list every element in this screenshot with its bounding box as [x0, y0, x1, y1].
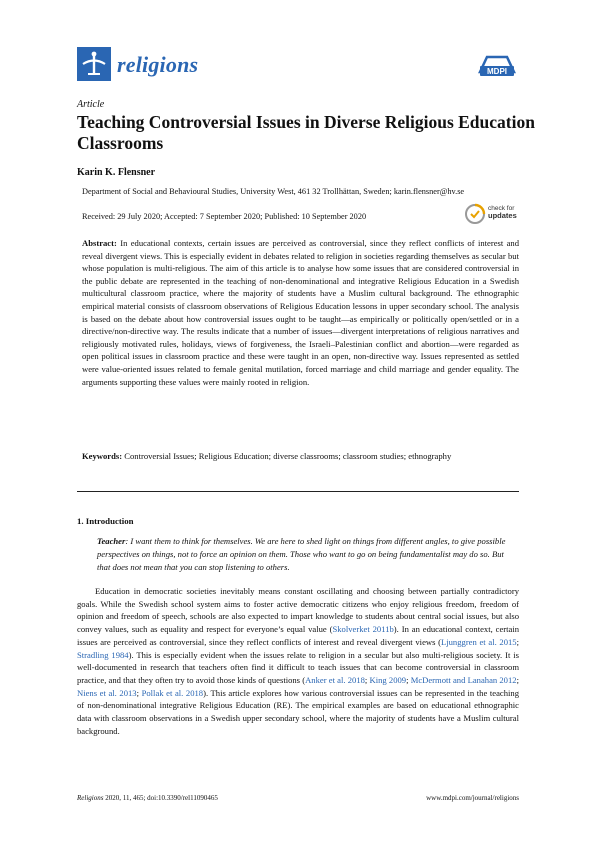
- citation-link[interactable]: McDermott and Lanahan 2012: [410, 674, 517, 685]
- keywords-label: Keywords:: [82, 451, 123, 461]
- intro-text-4: ). This is especially evident when the issues relate to religion in a secular but also multi-religious society. It is well-documented in research that teachers often find it difficult to teach issues that can become controversial in classroom practice, and that they often try to avoid those kinds of questions (: [77, 649, 519, 685]
- citation-link[interactable]: Anker et al. 2018: [305, 674, 365, 685]
- mdpi-logo-text: MDPI: [487, 67, 507, 76]
- section-divider: [77, 491, 519, 492]
- check-updates-icon: [464, 203, 486, 225]
- intro-text-7: ;: [516, 674, 519, 685]
- intro-text-1: Education in democratic societies inevitably means constant oscillating and choosing between partially contradictory goals. While the Swedish school system aims to foster active democratic citizens who enjoy religious freedom, freedom of opinion and freedom of speech, schools are also expected to impart knowledge to students about central social issues, but also convey values, such as equality and respect for everyone’s equal value (: [77, 586, 519, 635]
- quote-text: : I want them to think for themselves. We are here to shed light on things from different angles, to give possible perspectives on things, not to force an opinion on them. Those who want to go on being fundamentalist may do so. But that does not mean that you can stop listening to others.: [97, 536, 506, 572]
- citation-link[interactable]: Ljunggren et al. 2015: [441, 636, 517, 647]
- intro-text-9: ). This article explores how various controversial issues can be represented in the teaching of non-denominational integrative Religious Education (RE). The empirical examples are based on educational ethnographic data with classroom observations in a Swedish upper secondary school, where the majority of students have a Muslim cultural background.: [77, 687, 519, 736]
- opening-quote: [97, 535, 519, 573]
- article-type: Article: [77, 99, 105, 110]
- article-title: Teaching Controversial Issues in Diverse Religious Education Classrooms: [77, 112, 535, 153]
- quote-label: Teacher: [97, 536, 126, 546]
- author-name: Karin K. Flensner: [77, 167, 156, 178]
- keywords: [82, 450, 519, 463]
- intro-paragraph: [77, 585, 519, 737]
- publication-dates: Received: 29 July 2020; Accepted: 7 September 2020; Published: 10 September 2020: [82, 212, 367, 221]
- intro-text-8: ;: [136, 687, 142, 698]
- citation-link[interactable]: King 2009: [369, 674, 407, 685]
- citation-link[interactable]: Stradling 1984: [77, 649, 129, 660]
- section-heading: 1. Introduction: [77, 516, 134, 526]
- citation-link[interactable]: Skolverket 2011b: [332, 624, 394, 635]
- citation-link[interactable]: Pollak et al. 2018: [141, 687, 204, 698]
- footer-url[interactable]: www.mdpi.com/journal/religions: [426, 794, 519, 802]
- footer-doi: 2020, 11, 465; doi:10.3390/rel11090465: [103, 794, 218, 802]
- abstract-text: In educational contexts, certain issues are perceived as controversial, since they reflect conflicts of interest and reveal divergent views. This is especially evident in debates related to religion in societies regarding themselves as secular but whose population is multi-religious. The aim of this article is to analyse how some issues that are considered controversial in the public debate are represented in the teaching of non-denominational and integrative Religious Education in a Swedish multicultural classroom practice, where the majority of students have a Muslim cultural background. The ethnographic empirical material consists of classroom observations of Religious Education lessons in upper secondary school. The analysis is based on the debate about how controversial issues ought to be taught—as empirically or politically open/settled or in a directive/non-directive way. The results indicate that a number of issues—divergent interpretations of religious narratives and religiously motivated rules, holidays, views of forgiveness, the Israeli–Palestinian conflict and abortion—were regarded as open political issues in classroom practice and these were taught in an open, non-directive way. Issues represented as settled were value-oriented issues related to female genital mutilation, forced marriage and child marriage and gender equality. The arguments supporting these values were mainly rooted in religion.: [82, 238, 520, 387]
- intro-text-3: ;: [516, 636, 519, 647]
- intro-text-6: ;: [406, 674, 411, 685]
- footer-citation: [77, 794, 218, 802]
- check-updates-line2: updates: [488, 211, 517, 220]
- intro-text-5: ;: [364, 674, 370, 685]
- intro-text-2: ). In an educational context, certain issues are perceived as controversial, since they reflect conflicts of interest and reveal divergent views (: [77, 624, 520, 647]
- journal-name: religions: [117, 52, 199, 77]
- journal-logo-icon: [77, 47, 111, 81]
- check-updates-line1: check for: [488, 205, 515, 212]
- keywords-text: Controversial Issues; Religious Education; diverse classrooms; classroom studies; ethnography: [124, 451, 452, 461]
- check-updates-text: [488, 205, 517, 219]
- citation-link[interactable]: Niens et al. 2013: [77, 687, 137, 698]
- abstract: [82, 237, 519, 388]
- footer-journal: Religions: [77, 794, 104, 802]
- author-affiliation: Department of Social and Behavioural Studies, University West, 461 32 Trollhättan, Sweden; karin.flensner@hv.se: [82, 187, 465, 196]
- mdpi-logo-icon: [476, 52, 518, 78]
- abstract-label: Abstract:: [82, 238, 117, 248]
